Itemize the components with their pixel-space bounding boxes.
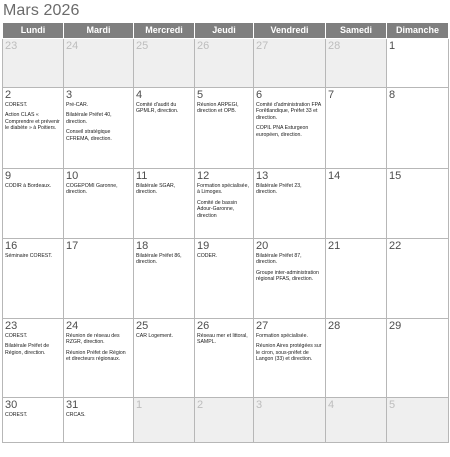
- calendar-day-cell[interactable]: [134, 398, 195, 443]
- calendar-event[interactable]: Action CLAS « Comprendre et prévenir le diabète » à Poitiers.: [5, 112, 60, 132]
- calendar-day-cell[interactable]: [195, 88, 254, 169]
- calendar-day-cell[interactable]: [326, 39, 387, 88]
- day-number: 3: [256, 399, 263, 411]
- calendar-event[interactable]: Séminaire COREST.: [5, 253, 53, 259]
- calendar-event[interactable]: Réunion ARPEGI, direction et OPB.: [197, 102, 239, 115]
- calendar-day-cell[interactable]: [134, 319, 195, 398]
- day-number: 2: [197, 399, 204, 411]
- calendar-event[interactable]: Bilatérale Préfet 86, direction.: [136, 253, 182, 266]
- day-number: 8: [389, 89, 396, 101]
- calendar-day-cell[interactable]: [195, 319, 254, 398]
- calendar-day-cell[interactable]: [195, 398, 254, 443]
- calendar-event[interactable]: Réunion Préfet de Région et directeurs régionaux.: [66, 349, 126, 363]
- calendar-day-cell[interactable]: [387, 398, 449, 443]
- calendar-event[interactable]: CODER.: [197, 253, 218, 259]
- calendar-event[interactable]: Formation spécialisée.: [256, 333, 308, 339]
- calendar-event[interactable]: COREST.: [5, 333, 28, 339]
- month-calendar-grid: [2, 22, 449, 443]
- day-number: 30: [5, 399, 18, 411]
- calendar-week-row: [3, 239, 449, 319]
- calendar-day-cell[interactable]: [326, 398, 387, 443]
- calendar-title: Mars 2026: [3, 2, 80, 19]
- day-number: 4: [136, 89, 143, 101]
- calendar-event[interactable]: Bilatérale Préfet de Région, direction.: [5, 343, 50, 356]
- calendar-day-cell[interactable]: [195, 239, 254, 319]
- calendar-event[interactable]: Bilatérale SGAR, direction.: [136, 183, 176, 196]
- day-number: 18: [136, 240, 149, 252]
- calendar-body: [3, 39, 449, 443]
- calendar-day-cell[interactable]: [134, 88, 195, 169]
- calendar-event[interactable]: Comité d'audit du GPMLR, direction.: [136, 102, 179, 115]
- day-number: 3: [66, 89, 73, 101]
- calendar-event[interactable]: COPIL PNA Esturgeon européen, direction.: [256, 125, 309, 138]
- day-number: 24: [66, 320, 79, 332]
- calendar-day-cell[interactable]: [387, 169, 449, 239]
- calendar-day-cell[interactable]: [64, 39, 134, 88]
- calendar-event[interactable]: Bilatérale Préfet 23, direction.: [256, 183, 302, 196]
- calendar-day-cell[interactable]: [3, 398, 64, 443]
- calendar-day-cell[interactable]: [3, 39, 64, 88]
- calendar-day-cell[interactable]: [254, 88, 326, 169]
- day-number: 23: [5, 320, 18, 332]
- calendar-day-cell[interactable]: [387, 39, 449, 88]
- calendar-day-cell[interactable]: [64, 319, 134, 398]
- day-number: 28: [328, 320, 341, 332]
- calendar-day-cell[interactable]: [195, 39, 254, 88]
- day-number: 21: [328, 240, 341, 252]
- day-number: 27: [256, 40, 269, 52]
- day-number: 23: [5, 40, 18, 52]
- weekday-header: Vendredi: [254, 23, 326, 39]
- calendar-day-cell[interactable]: [64, 169, 134, 239]
- day-number: 4: [328, 399, 335, 411]
- calendar-day-cell[interactable]: [64, 88, 134, 169]
- calendar-event[interactable]: COREST.: [5, 412, 28, 418]
- day-number: 15: [389, 170, 402, 182]
- calendar-day-cell[interactable]: [134, 39, 195, 88]
- day-number: 12: [197, 170, 210, 182]
- day-number: 25: [136, 320, 149, 332]
- weekday-header: Dimanche: [387, 23, 449, 39]
- day-number: 25: [136, 40, 149, 52]
- calendar-event[interactable]: Comité d'administration FPA Forêtlandique, Préfet 33 et direction.: [256, 102, 321, 121]
- calendar-event[interactable]: COGEPOMI Garonne, direction.: [66, 183, 118, 196]
- calendar-week-row: [3, 319, 449, 398]
- calendar-day-cell[interactable]: [387, 239, 449, 319]
- weekday-header: Mercredi: [134, 23, 195, 39]
- calendar-day-cell[interactable]: [387, 88, 449, 169]
- calendar-event[interactable]: Bilatérale Préfet 40, direction.: [66, 112, 112, 125]
- calendar-day-cell[interactable]: [254, 319, 326, 398]
- calendar-week-row: [3, 88, 449, 169]
- calendar-event[interactable]: Comité de bassin Adour-Garonne, direction: [197, 199, 238, 219]
- day-number: 20: [256, 240, 269, 252]
- day-number: 19: [197, 240, 210, 252]
- day-number: 24: [66, 40, 79, 52]
- weekday-header: Jeudi: [195, 23, 254, 39]
- day-number: 1: [136, 399, 143, 411]
- day-number: 9: [5, 170, 12, 182]
- day-number: 16: [5, 240, 18, 252]
- calendar-week-row: [3, 169, 449, 239]
- calendar-day-cell[interactable]: [254, 169, 326, 239]
- calendar-day-cell[interactable]: [3, 319, 64, 398]
- calendar-event[interactable]: Groupe inter-administration régional PFAS, direction.: [256, 269, 319, 283]
- day-number: 2: [5, 89, 12, 101]
- calendar-day-cell[interactable]: [254, 398, 326, 443]
- day-number: 5: [197, 89, 204, 101]
- day-number: 29: [389, 320, 402, 332]
- calendar-event[interactable]: Bilatérale Préfet 87, direction.: [256, 253, 302, 266]
- calendar-day-cell[interactable]: [326, 319, 387, 398]
- calendar-day-cell[interactable]: [195, 169, 254, 239]
- calendar-event[interactable]: CODIR à Bordeaux.: [5, 183, 52, 189]
- weekday-header: Mardi: [64, 23, 134, 39]
- calendar-week-row: [3, 398, 449, 443]
- day-number: 27: [256, 320, 269, 332]
- day-number: 7: [328, 89, 335, 101]
- calendar-day-cell[interactable]: [326, 88, 387, 169]
- calendar-event[interactable]: CRCAS.: [66, 412, 86, 418]
- calendar-day-cell[interactable]: [387, 319, 449, 398]
- day-number: 26: [197, 320, 210, 332]
- day-number: 6: [256, 89, 263, 101]
- weekday-header: Samedi: [326, 23, 387, 39]
- calendar-event[interactable]: COREST.: [5, 102, 28, 108]
- calendar-day-cell[interactable]: [3, 169, 64, 239]
- day-number: 22: [389, 240, 402, 252]
- calendar-event[interactable]: Réunion de réseau des RZGR, direction.: [66, 333, 120, 346]
- weekday-header-row: [3, 23, 449, 39]
- calendar-week-row: [3, 39, 449, 88]
- calendar-event[interactable]: Réseau mer et littoral, SAMPL.: [197, 333, 248, 346]
- calendar-event[interactable]: Pré-CAR.: [66, 102, 89, 108]
- day-number: 5: [389, 399, 396, 411]
- calendar-event[interactable]: CAR Logement.: [136, 333, 173, 339]
- day-number: 26: [197, 40, 210, 52]
- day-number: 14: [328, 170, 341, 182]
- calendar-day-cell[interactable]: [134, 239, 195, 319]
- calendar-day-cell[interactable]: [326, 169, 387, 239]
- calendar-event[interactable]: Formation spécialisée, à Limoges.: [197, 183, 249, 196]
- calendar-day-cell[interactable]: [134, 169, 195, 239]
- day-number: 17: [66, 240, 79, 252]
- calendar-day-cell[interactable]: [254, 39, 326, 88]
- day-number: 28: [328, 40, 341, 52]
- calendar-day-cell[interactable]: [3, 239, 64, 319]
- weekday-header: Lundi: [3, 23, 64, 39]
- day-number: 31: [66, 399, 79, 411]
- calendar-day-cell[interactable]: [3, 88, 64, 169]
- day-number: 1: [389, 40, 396, 52]
- day-number: 13: [256, 170, 269, 182]
- calendar-day-cell[interactable]: [326, 239, 387, 319]
- day-number: 11: [136, 170, 148, 182]
- calendar-day-cell[interactable]: [254, 239, 326, 319]
- calendar-event[interactable]: Réunion Aires protégées sur le ciron, sous-préfet de Langon (33) et direction.: [256, 343, 322, 363]
- calendar-event[interactable]: Conseil stratégique CFREMA, direction.: [66, 129, 112, 142]
- day-number: 10: [66, 170, 79, 182]
- calendar-day-cell[interactable]: [64, 239, 134, 319]
- calendar-day-cell[interactable]: [64, 398, 134, 443]
